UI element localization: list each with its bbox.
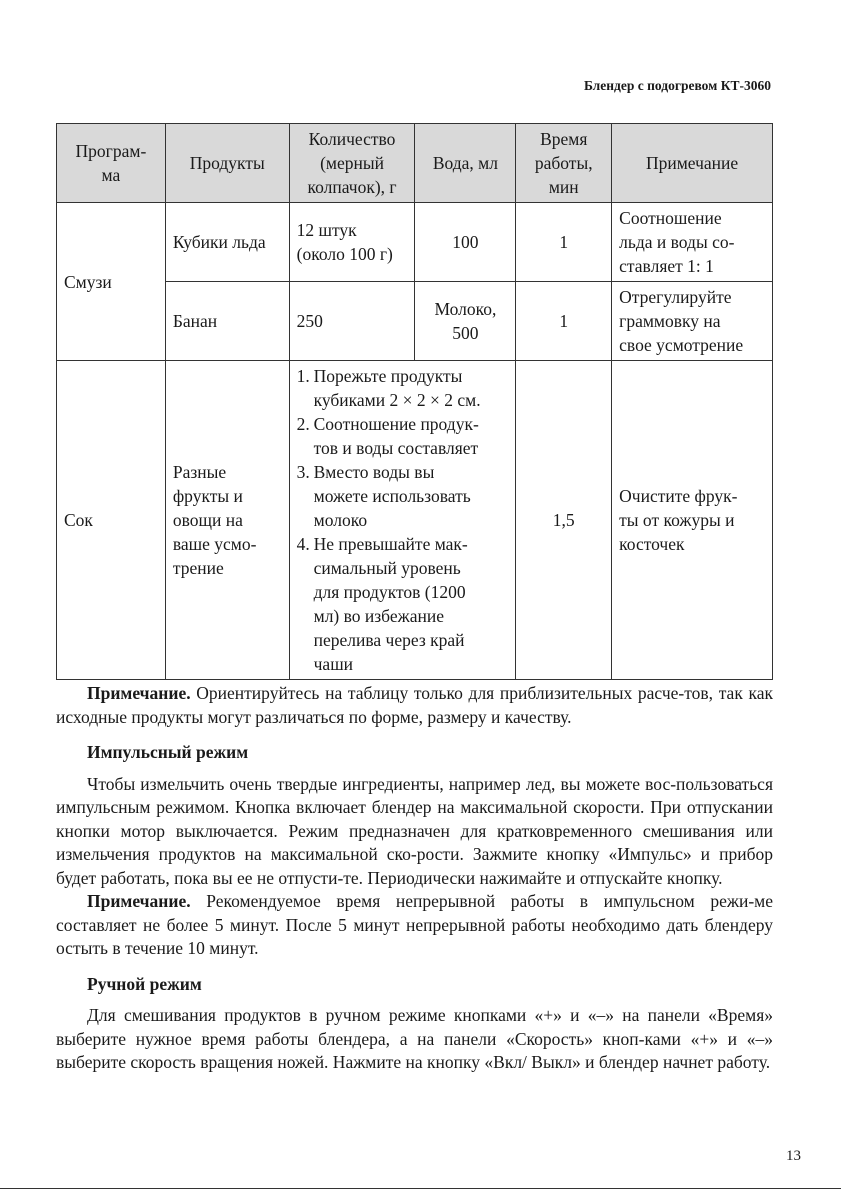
banana-quantity-cell: 250 (289, 282, 415, 361)
step-number: 4. (296, 534, 310, 554)
header-program-text: Програм- ма (75, 141, 147, 185)
ice-products-cell: Кубики льда (165, 203, 289, 282)
note-label: Примечание. (87, 891, 191, 911)
step-number: 1. (296, 366, 310, 386)
header-quantity (289, 124, 415, 203)
page-number: 13 (786, 1148, 801, 1164)
header-note-text: Примечание (645, 153, 739, 173)
running-header: Блендер с подогревом КТ-3060 (583, 78, 771, 93)
header-water (415, 124, 516, 203)
table-note-paragraph (56, 682, 773, 729)
page-bottom-rule (0, 1188, 841, 1189)
banana-water-cell: Молоко, 500 (415, 282, 516, 361)
manual-mode-paragraph: Для смешивания продуктов в ручном режиме кнопками «+» и «–» на панели «Время» выберите нужное время работы блендера, а на панели «Скорость» кноп-ками «+» и «–» выберите скорость вращения ножей. Нажмите на кнопку «Вкл/ Выкл» и блендер начнет работу. (56, 1005, 773, 1072)
header-time-text: Время работы, мин (534, 129, 593, 197)
note-label: Примечание. (87, 683, 191, 703)
step-number: 3. (296, 462, 310, 482)
header-water-text: Вода, мл (432, 153, 498, 173)
header-products-text: Продукты (189, 153, 265, 173)
pulse-mode-paragraph: Чтобы измельчить очень твердые ингредиенты, например лед, вы можете вос-пользоваться импульсным режимом. Кнопка включает блендер на максимальной скорости. При отпускании кнопки мотор выключается. Режим предназначен для кратковременного смешивания или измельчения продуктов на максимальной ско-рости. Зажмите кнопку «Импульс» и прибор будет работать, пока вы ее не отпусти-те. Периодически нажимайте и отпускайте кнопку. (56, 773, 773, 888)
banana-products-cell: Банан (165, 282, 289, 361)
step-text: Порежьте продукты кубиками 2 × 2 × 2 см. (313, 366, 481, 410)
ice-note-cell: Соотношение льда и воды со- ставляет 1: 1 (612, 203, 773, 282)
header-quantity-text: Количество (мерный колпачок), г (307, 129, 397, 197)
smoothie-program-cell: Смузи (57, 203, 166, 361)
ice-water-cell: 100 (415, 203, 516, 282)
body-text (56, 682, 773, 1075)
list-item (297, 532, 509, 676)
pulse-note-paragraph (56, 890, 773, 961)
manual-mode-heading: Ручной режим (87, 973, 202, 994)
juice-products-cell: Разные фрукты и овощи на ваше усмо- трение (165, 361, 289, 680)
table-row (57, 203, 773, 282)
banana-time-cell: 1 (516, 282, 612, 361)
header-products (165, 124, 289, 203)
juice-steps-cell (289, 361, 516, 680)
note-text: Рекомендуемое время непрерывной работы в импульсном режи-ме составляет не более 5 минут. После 5 минут непрерывной работы необходимо дать блендеру остыть в течение 10 минут. (56, 891, 773, 958)
step-number: 2. (296, 414, 310, 434)
step-text: Не превышайте мак- симальный уровень для продуктов (1200 мл) во избежание перелива через край чаши (313, 534, 468, 674)
juice-steps-list (297, 364, 509, 676)
juice-program-cell: Сок (57, 361, 166, 680)
note-text: Ориентируйтесь на таблицу только для приблизительных расче-тов, так как исходные продукты могут различаться по форме, размеру и качеству. (56, 683, 773, 727)
juice-note-cell: Очистите фрук- ты от кожуры и косточек (612, 361, 773, 680)
programs-table (56, 123, 773, 680)
list-item (297, 412, 509, 460)
juice-time-cell: 1,5 (516, 361, 612, 680)
ice-quantity-cell: 12 штук (около 100 г) (289, 203, 415, 282)
header-time (516, 124, 612, 203)
table-row (57, 361, 773, 680)
list-item (297, 460, 509, 532)
step-text: Соотношение продук- тов и воды составляет (313, 414, 479, 458)
table-header-row (57, 124, 773, 203)
header-note (612, 124, 773, 203)
ice-time-cell: 1 (516, 203, 612, 282)
pulse-mode-heading: Импульсный режим (87, 742, 249, 762)
step-text: Вместо воды вы можете использовать молоко (313, 462, 471, 530)
header-program (57, 124, 166, 203)
list-item (297, 364, 509, 412)
banana-note-cell: Отрегулируйте граммовку на свое усмотрение (612, 282, 773, 361)
